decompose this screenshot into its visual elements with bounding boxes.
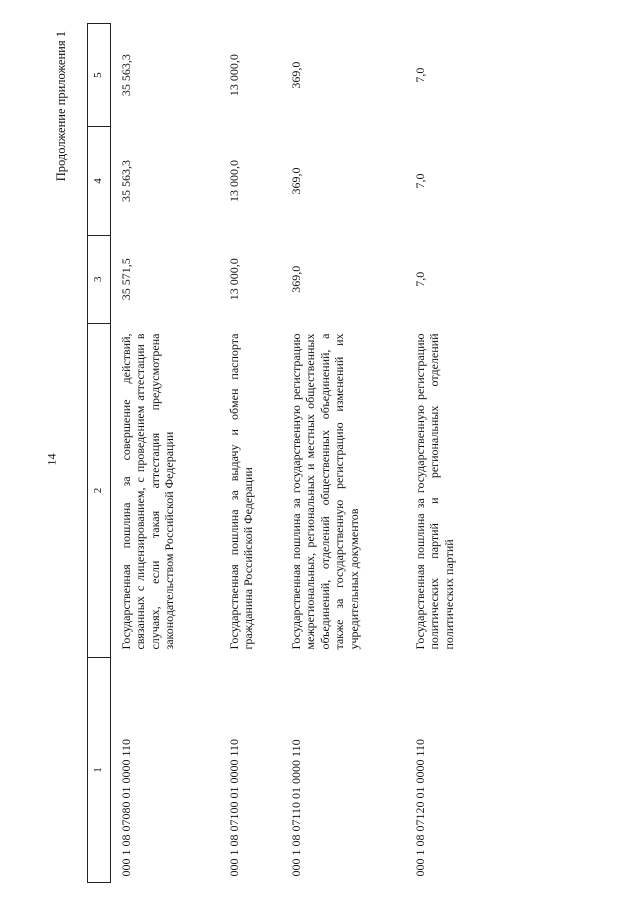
value-col4-cell: 13 000,0 (227, 159, 241, 202)
table-header-row (88, 24, 111, 883)
income-name-cell: Государственная пошлина за государственную регистрацию политических партий и региональных отделений политических партий (413, 333, 456, 650)
value-col4-cell: 35 563,3 (119, 159, 133, 202)
budget-code-cell: 000 1 08 07110 01 0000 110 (289, 739, 303, 877)
value-col3-cell: 7,0 (413, 271, 427, 287)
value-col5-cell: 369,0 (289, 61, 303, 89)
column-header-4: 4 (88, 127, 111, 235)
revenue-table (87, 23, 503, 883)
income-name-cell: Государственная пошлина за государственную регистрацию межрегиональных, региональных и местных общественных объединений, отделений общественных объединений, а также за государственную регистрацию изменений их учредительных документов (289, 333, 361, 650)
table-row (281, 24, 405, 883)
budget-code-cell: 000 1 08 07100 01 0000 110 (227, 738, 241, 877)
value-col3-cell: 369,0 (289, 265, 303, 293)
column-header-1: 1 (88, 658, 111, 883)
column-header-2: 2 (88, 324, 111, 658)
column-header-3: 3 (88, 235, 111, 323)
continuation-caption: Продолжение приложения 1 (54, 31, 68, 182)
value-col4-cell: 369,0 (289, 167, 303, 195)
value-col5-cell: 13 000,0 (227, 54, 241, 97)
value-col3-cell: 13 000,0 (227, 258, 241, 301)
income-name-cell: Государственная пошлина за совершение действий, связанных с лицензированием, с проведением аттестации в случаях, если такая аттестация предусмотрена законодательством Российской Федерации (119, 333, 177, 650)
table-row (111, 24, 220, 883)
column-header-5: 5 (88, 24, 111, 127)
value-col3-cell: 35 571,5 (119, 258, 133, 301)
income-name-cell: Государственная пошлина за выдачу и обмен паспорта гражданина Российской Федерации (227, 333, 256, 650)
value-col5-cell: 35 563,3 (119, 54, 133, 97)
budget-code-cell: 000 1 08 07080 01 0000 110 (119, 738, 133, 877)
value-col4-cell: 7,0 (413, 173, 427, 189)
table-row (405, 24, 503, 883)
value-col5-cell: 7,0 (413, 67, 427, 83)
rotated-page-content (54, 23, 607, 883)
table-row (219, 24, 281, 883)
budget-code-cell: 000 1 08 07120 01 0000 110 (413, 738, 427, 877)
page-number: 14 (44, 453, 59, 466)
